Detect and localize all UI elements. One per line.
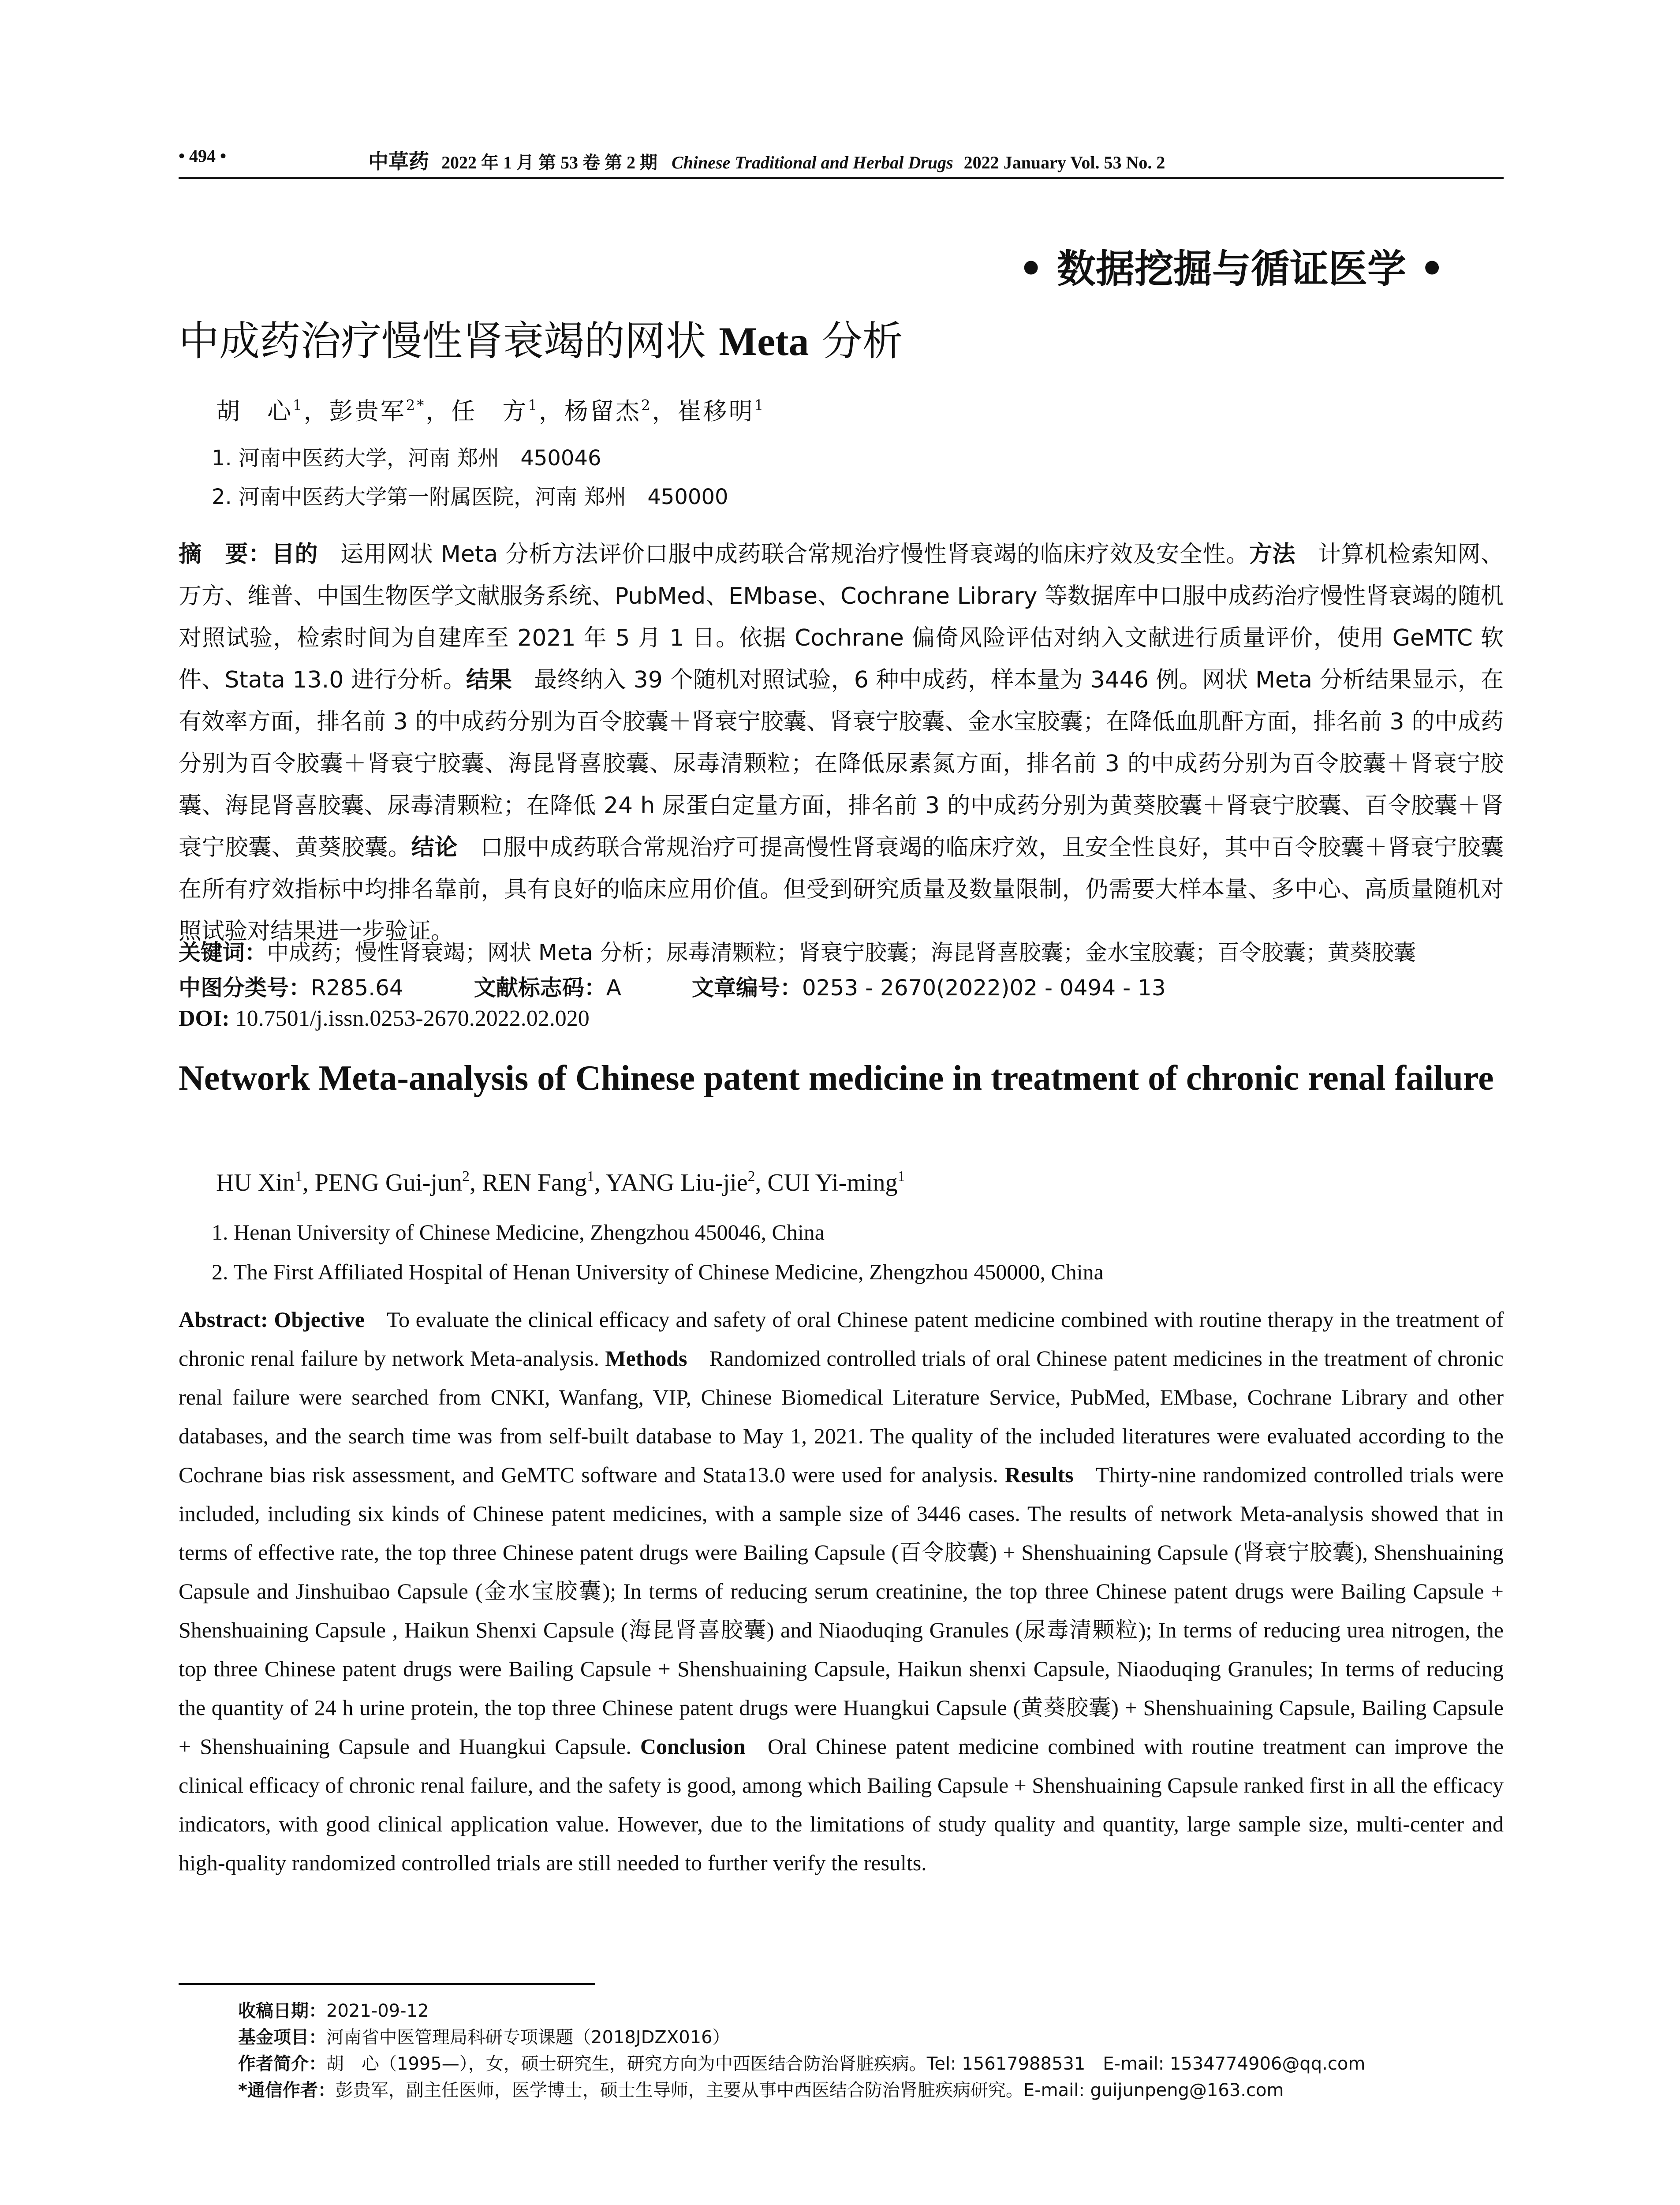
fund-value: 河南省中医管理局科研专项课题（2018JDZX016）	[326, 2027, 730, 2048]
conclusion-label: 结论	[411, 834, 458, 861]
author-name-en: CUI Yi-ming	[767, 1169, 898, 1196]
results-label: 结果	[466, 667, 512, 693]
keywords-label: 关键词：	[179, 940, 267, 965]
footnote-author	[238, 2050, 1365, 2075]
article-number-label: 文章编号：	[691, 975, 802, 1001]
methods-label: 方法	[1249, 541, 1296, 568]
footnote-rule	[179, 1983, 595, 1985]
author-sup: 2*	[406, 396, 426, 414]
title-cn-post: 分析	[809, 318, 903, 365]
corresponding-value: 彭贵军，副主任医师，医学博士，硕士生导师，主要从事中西医结合防治肾脏疾病研究。E-mail: guijunpeng@163.com	[335, 2080, 1284, 2100]
affiliation-cn-2: 2. 河南中医药大学第一附属医院，河南 郑州 450000	[212, 485, 728, 509]
journal-name-en: Chinese Traditional and Herbal Drugs	[672, 153, 953, 172]
title-cn-pre: 中成药治疗慢性肾衰竭的网状	[179, 318, 719, 365]
author-sup: 1	[528, 396, 539, 414]
doc-code-value: A	[606, 975, 621, 1001]
author-sup-en: 2	[747, 1168, 755, 1185]
doc-code-label: 文献标志码：	[474, 975, 606, 1001]
header-rule	[179, 177, 1504, 179]
author-sup: 1	[293, 396, 304, 414]
abstract-en	[179, 1300, 1504, 1882]
methods-text-en: Randomized controlled trials of oral Chinese patent medicines in the treatment of chronic renal failure were searched from CNKI, Wanfang, VIP, Chinese Biomedical Literature Service, PubMed, EMbase, Cochrane Library and other databases, and the search time was from self-built database to May 1, 2021. The quality of the included literatures were evaluated according to the Cochrane bias risk assessment, and GeMTC software and Stata13.0 were used for analysis.	[179, 1346, 1504, 1487]
issue-en: 2022 January Vol. 53 No. 2	[963, 153, 1165, 172]
author-bio-value: 胡 心（1995—），女，硕士研究生，研究方向为中西医结合防治肾脏疾病。Tel: 15617988531 E-mail: 1534774906@qq.com	[326, 2054, 1366, 2074]
article-title-en: Network Meta-analysis of Chinese patent medicine in treatment of chronic renal failure	[179, 1059, 1494, 1098]
doi-label: DOI:	[179, 1006, 230, 1031]
author-sup-en: 1	[295, 1168, 302, 1185]
column-heading: • 数据挖掘与循证医学 •	[1019, 246, 1445, 292]
author-name-en: HU Xin	[216, 1169, 295, 1196]
author-list-cn: 胡 心$^1$，彭贵军$^{2*}$，任 方$^1$，杨留杰$^2$，崔移明$^1$	[216, 396, 765, 425]
objective-text: 运用网状 Meta 分析方法评价口服中成药联合常规治疗慢性肾衰竭的临床疗效及安全性。	[340, 541, 1249, 568]
classification-line	[179, 970, 1166, 1002]
title-cn-meta: Meta	[719, 319, 809, 364]
author-sup-en: 1	[586, 1168, 594, 1185]
author-name: 任 方	[451, 397, 528, 425]
methods-text: 计算机检索知网、万方、维普、中国生物医学文献服务系统、PubMed、EMbase、Cochrane Library 等数据库中口服中成药治疗慢性肾衰竭的随机对照试验，检索时间为自建库至 2021 年 5 月 1 日。依据 Cochrane 偏倚风险评估对纳入文献进行质量评价，使用 GeMTC 软件、Stata 13.0 进行分析。	[179, 541, 1504, 693]
fund-label: 基金项目：	[238, 2027, 326, 2048]
keywords	[179, 935, 1416, 967]
objective-label-en: Abstract: Objective	[179, 1307, 365, 1332]
footnote-fund	[238, 2023, 730, 2048]
conclusion-text-en: Oral Chinese patent medicine combined with routine treatment can improve the clinical efficacy of chronic renal failure, and the safety is good, among which Bailing Capsule + Shenshuaining Capsule ranked first in all the efficacy indicators, with good clinical application value. However, due to the limitations of study quality and quantity, large sample size, multi-center and high-quality randomized controlled trials are still needed to further verify the results.	[179, 1734, 1504, 1875]
author-name: 胡 心	[216, 397, 293, 425]
author-name-en: PENG Gui-jun	[314, 1169, 463, 1196]
methods-label-en: Methods	[605, 1346, 687, 1371]
author-name: 杨留杰	[564, 397, 642, 425]
clc-label: 中图分类号：	[179, 975, 311, 1001]
affiliation-en-1: 1. Henan University of Chinese Medicine, Zhengzhou 450046, China	[212, 1220, 825, 1245]
author-sup-en: 1	[897, 1168, 905, 1185]
author-name: 崔移明	[677, 397, 754, 425]
author-sup-en: 2	[462, 1168, 470, 1185]
article-number-value: 0253 - 2670(2022)02 - 0494 - 13	[802, 975, 1166, 1001]
footnote-corresponding	[238, 2076, 1284, 2101]
abstract-label: 摘 要：	[179, 541, 272, 568]
page-number: • 494 •	[179, 146, 227, 166]
author-list-en: HU Xin$^1$, PENG Gui-jun$^2$, REN Fang$^1$, YANG Liu-jie$^2$, CUI Yi-ming$^1$	[216, 1168, 905, 1196]
results-label-en: Results	[1005, 1462, 1074, 1487]
author-sup: 1	[754, 396, 765, 414]
corresponding-label: *通信作者：	[238, 2080, 336, 2100]
keywords-text: 中成药；慢性肾衰竭；网状 Meta 分析；尿毒清颗粒；肾衰宁胶囊；海昆肾喜胶囊；金水宝胶囊；百令胶囊；黄葵胶囊	[267, 940, 1416, 965]
received-label: 收稿日期：	[238, 2001, 326, 2021]
results-text-en: Thirty-nine randomized controlled trials were included, including six kinds of Chinese patent medicines, with a sample size of 3446 cases. The results of network Meta-analysis showed that in terms of effective rate, the top three Chinese patent drugs were Bailing Capsule (百令胶囊) + Shenshuaining Capsule (肾衰宁胶囊), Shenshuaining Capsule and Jinshuibao Capsule (金水宝胶囊); In terms of reducing serum creatinine, the top three Chinese patent drugs were Bailing Capsule + Shenshuaining Capsule , Haikun Shenxi Capsule (海昆肾喜胶囊) and Niaoduqing Granules (尿毒清颗粒); In terms of reducing urea nitrogen, the top three Chinese patent drugs were Bailing Capsule + Shenshuaining Capsule, Haikun shenxi Capsule, Niaoduqing Granules; In terms of reducing the quantity of 24 h urine protein, the top three Chinese patent drugs were Huangkui Capsule (黄葵胶囊) + Shenshuaining Capsule, Bailing Capsule + Shenshuaining Capsule and Huangkui Capsule.	[179, 1462, 1504, 1759]
doi-line	[179, 1005, 590, 1031]
running-header	[179, 146, 1504, 172]
objective-text-en: To evaluate the clinical efficacy and safety of oral Chinese patent medicine combined with routine therapy in the treatment of chronic renal failure by network Meta-analysis.	[179, 1307, 1504, 1371]
footnote-received	[238, 1997, 429, 2022]
received-value: 2021-09-12	[326, 2001, 429, 2021]
author-sup: 2	[641, 396, 652, 414]
author-bio-label: 作者简介：	[238, 2054, 326, 2074]
doi-value: 10.7501/j.issn.0253-2670.2022.02.020	[229, 1006, 590, 1031]
journal-name-cn: 中草药	[368, 149, 429, 173]
author-name-en: YANG Liu-jie	[605, 1169, 748, 1196]
abstract-cn	[179, 534, 1504, 953]
journal-line	[368, 146, 1165, 175]
conclusion-label-en: Conclusion	[640, 1734, 746, 1759]
author-name-en: REN Fang	[482, 1169, 587, 1196]
results-text: 最终纳入 39 个随机对照试验，6 种中成药，样本量为 3446 例。网状 Meta 分析结果显示，在有效率方面，排名前 3 的中成药分别为百令胶囊＋肾衰宁胶囊、肾衰宁胶囊、金水宝胶囊；在降低血肌酐方面，排名前 3 的中成药分别为百令胶囊＋肾衰宁胶囊、海昆肾喜胶囊、尿毒清颗粒；在降低尿素氮方面，排名前 3 的中成药分别为百令胶囊＋肾衰宁胶囊、海昆肾喜胶囊、尿毒清颗粒；在降低 24 h 尿蛋白定量方面，排名前 3 的中成药分别为黄葵胶囊＋肾衰宁胶囊、百令胶囊＋肾衰宁胶囊、黄葵胶囊。	[179, 667, 1504, 861]
objective-label: 目的	[271, 541, 318, 568]
affiliation-cn-1: 1. 河南中医药大学，河南 郑州 450046	[212, 446, 601, 471]
conclusion-text: 口服中成药联合常规治疗可提高慢性肾衰竭的临床疗效，且安全性良好，其中百令胶囊＋肾衰宁胶囊在所有疗效指标中均排名靠前，具有良好的临床应用价值。但受到研究质量及数量限制，仍需要大样本量、多中心、高质量随机对照试验对结果进一步验证。	[179, 834, 1504, 945]
clc-value: R285.64	[311, 975, 403, 1001]
author-name: 彭贵军	[329, 397, 406, 425]
article-title-cn	[179, 309, 903, 367]
affiliation-en-2: 2. The First Affiliated Hospital of Henan University of Chinese Medicine, Zhengzhou 450000, China	[212, 1259, 1104, 1284]
issue-cn: 2022 年 1 月 第 53 卷 第 2 期	[441, 153, 657, 172]
